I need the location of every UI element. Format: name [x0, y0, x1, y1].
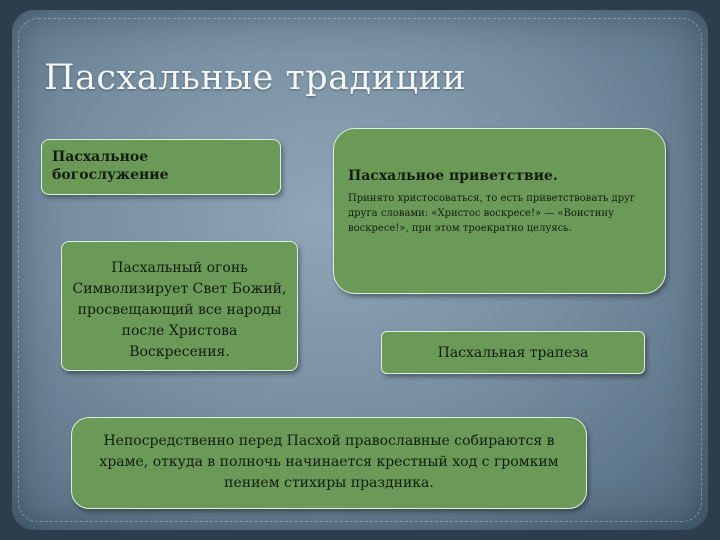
- procession-text: Непосредственно перед Пасхой православные собираются в храме, откуда в полночь начинается крестный ход с громким пением стихиры праздника.: [99, 433, 559, 491]
- greeting-box: [333, 128, 666, 294]
- greeting-text: Принято христосоваться, то есть приветствовать друг друга словами: «Христос воскресе!» — «Воистину воскресе!», при этом троекратно целуясь.: [348, 193, 636, 234]
- greeting-heading: Пасхальное приветствие.: [348, 168, 558, 184]
- fire-box: [61, 241, 298, 371]
- meal-box: [381, 331, 645, 374]
- procession-box: [71, 417, 587, 509]
- service-box: [41, 139, 281, 195]
- fire-text: Пасхальный огонь Символизирует Свет Божий, просвещающий все народы после Христова Воскресения.: [72, 260, 287, 360]
- meal-text: Пасхальная трапеза: [437, 344, 589, 361]
- service-heading: Пасхальное богослужение: [52, 149, 169, 183]
- slide-title: Пасхальные традиции: [44, 58, 467, 98]
